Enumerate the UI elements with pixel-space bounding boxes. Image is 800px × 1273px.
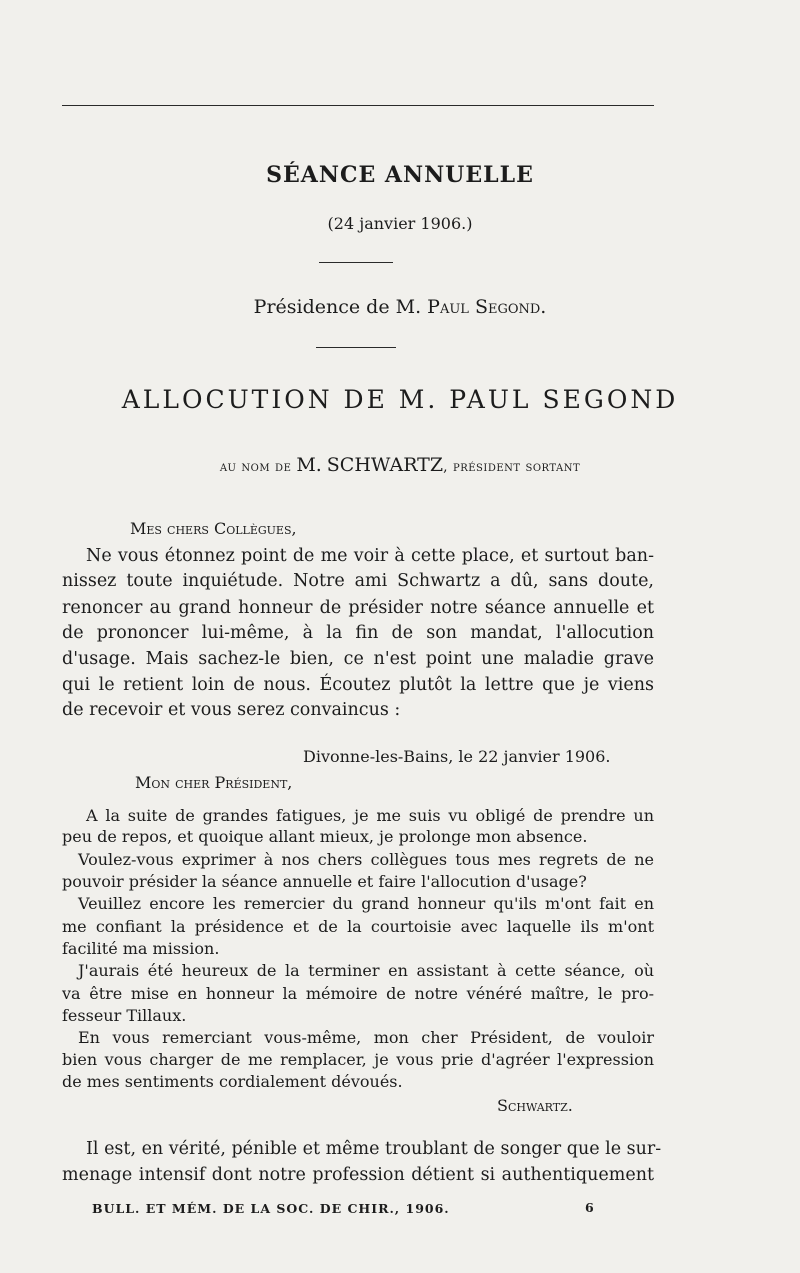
letter-salutation: Mon cher Président, [135,773,293,792]
letter-line: A la suite de grandes fatigues, je me suis vu obligé de prendre un [86,806,654,825]
paragraph-line: nissez toute inquiétude. Notre ami Schwartz a dû, sans doute, [62,571,654,591]
paragraph-line: renoncer au grand honneur de présider notre séance annuelle et [62,598,654,618]
letter-line: facilité ma mission. [62,939,220,958]
allocution-subtitle [0,454,800,476]
salutation: Mes chers Collègues, [130,519,297,538]
paragraph-line: menage intensif dont notre profession détient si authentiquement [62,1165,654,1185]
letter-line: Voulez-vous exprimer à nos chers collègues tous mes regrets de ne [78,850,654,869]
letter-line: Veuillez encore les remercier du grand honneur qu'ils m'ont fait en [78,894,654,913]
subtitle-suffix: , président sortant [443,459,581,475]
subtitle-prefix: au nom de [219,459,292,475]
president-name: Paul Segond. [427,296,547,318]
letter-line: pouvoir présider la séance annuelle et faire l'allocution d'usage? [62,872,587,891]
letter-line: va être mise en honneur la mémoire de notre vénéré maître, le pro- [62,984,654,1003]
paragraph-line: de prononcer lui-même, à la fin de son mandat, l'allocution [62,623,654,643]
page-number: 6 [585,1200,595,1215]
separator-rule [319,262,393,263]
paragraph-line: Il est, en vérité, pénible et même troublant de songer que le sur- [86,1139,662,1159]
session-title: SÉANCE ANNUELLE [266,162,534,188]
letter-place-date: Divonne-les-Bains, le 22 janvier 1906. [303,747,611,766]
footer-journal: BULL. ET MÉM. DE LA SOC. DE CHIR., 1906. [92,1201,450,1216]
paragraph-line: de recevoir et vous serez convaincus : [62,700,401,720]
letter-line: fesseur Tillaux. [62,1006,187,1025]
separator-rule [316,347,396,348]
letter-line: me confiant la présidence et de la courtoisie avec laquelle ils m'ont [62,917,654,936]
paragraph-line: d'usage. Mais sachez-le bien, ce n'est point une maladie grave [62,649,654,669]
session-date: (24 janvier 1906.) [327,214,473,233]
letter-line: de mes sentiments cordialement dévoués. [62,1072,403,1091]
presidence-line [0,296,800,318]
top-rule [62,105,654,106]
letter-line: peu de repos, et quoique allant mieux, je prolonge mon absence. [62,827,588,846]
letter-line: J'aurais été heureux de la terminer en assistant à cette séance, où [78,961,654,980]
paragraph-line: Ne vous étonnez point de me voir à cette place, et surtout ban- [86,546,654,566]
letter-line: En vous remerciant vous-même, mon cher Président, de vouloir [78,1028,654,1047]
subtitle-name: SCHWARTZ [326,454,444,476]
presidence-prefix: Présidence de M. [253,296,428,318]
subtitle-m: M. [296,454,322,476]
letter-signature: Schwartz. [497,1096,573,1115]
letter-line: bien vous charger de me remplacer, je vous prie d'agréer l'expression [62,1050,654,1069]
paragraph-line: qui le retient loin de nous. Écoutez plutôt la lettre que je viens [62,675,654,695]
allocution-title: ALLOCUTION DE M. PAUL SEGOND [121,385,679,414]
